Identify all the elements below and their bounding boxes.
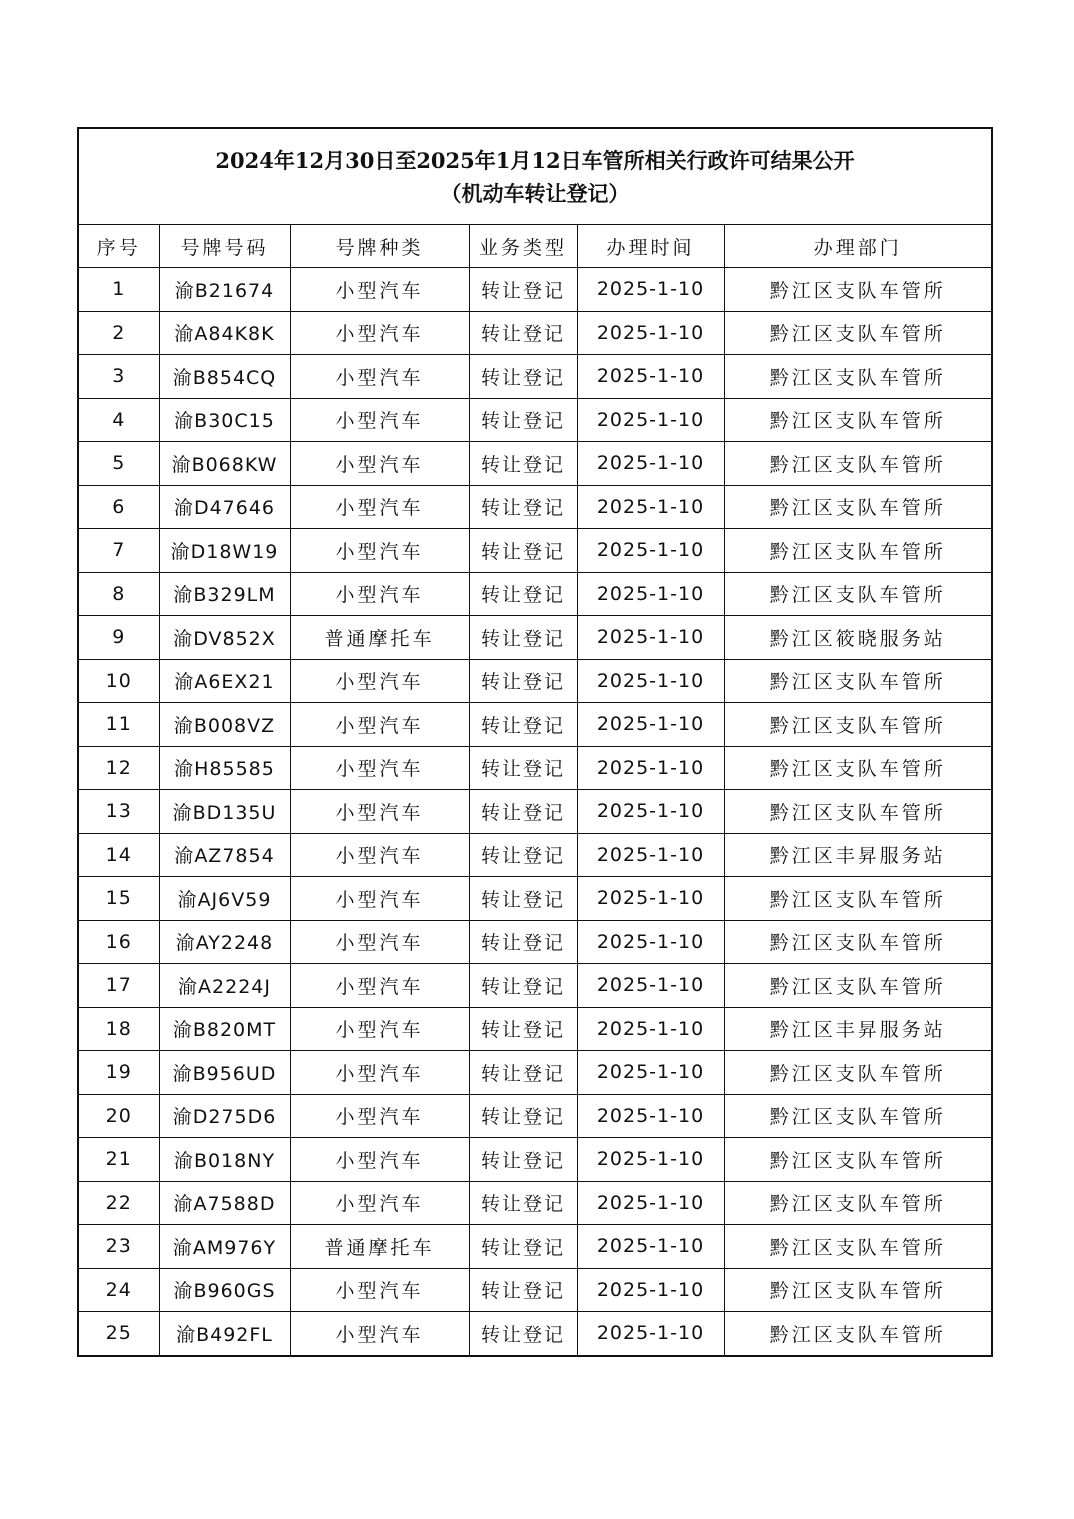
plate-number-cell: 渝AY2248 [159, 920, 290, 964]
header-department: 办理部门 [724, 225, 992, 268]
table-row [78, 529, 992, 573]
row-index-cell: 21 [78, 1138, 159, 1182]
business-type-cell: 转让登记 [469, 529, 577, 573]
table-row [78, 572, 992, 616]
plate-type-cell: 小型汽车 [290, 485, 469, 529]
business-type-cell: 转让登记 [469, 616, 577, 660]
handle-date-cell: 2025-1-10 [577, 485, 724, 529]
plate-number-cell: 渝B30C15 [159, 398, 290, 442]
business-type-cell: 转让登记 [469, 746, 577, 790]
plate-type-cell: 小型汽车 [290, 268, 469, 312]
table-row [78, 1051, 992, 1095]
plate-type-cell: 小型汽车 [290, 1007, 469, 1051]
plate-number-cell: 渝B854CQ [159, 355, 290, 399]
department-cell: 黔江区支队车管所 [724, 1138, 992, 1182]
department-cell: 黔江区支队车管所 [724, 1268, 992, 1312]
plate-type-cell: 小型汽车 [290, 659, 469, 703]
handle-date-cell: 2025-1-10 [577, 1268, 724, 1312]
plate-type-cell: 小型汽车 [290, 1312, 469, 1356]
department-cell: 黔江区丰昇服务站 [724, 1007, 992, 1051]
department-cell: 黔江区支队车管所 [724, 1051, 992, 1095]
row-index-cell: 13 [78, 790, 159, 834]
handle-date-cell: 2025-1-10 [577, 268, 724, 312]
business-type-cell: 转让登记 [469, 964, 577, 1008]
plate-type-cell: 小型汽车 [290, 1094, 469, 1138]
plate-number-cell: 渝B21674 [159, 268, 290, 312]
table-row [78, 1312, 992, 1356]
plate-number-cell: 渝B956UD [159, 1051, 290, 1095]
row-index-cell: 22 [78, 1181, 159, 1225]
row-index-cell: 25 [78, 1312, 159, 1356]
table-row [78, 746, 992, 790]
department-cell: 黔江区支队车管所 [724, 659, 992, 703]
plate-type-cell: 小型汽车 [290, 790, 469, 834]
table-row [78, 790, 992, 834]
department-cell: 黔江区支队车管所 [724, 746, 992, 790]
department-cell: 黔江区支队车管所 [724, 485, 992, 529]
row-index-cell: 9 [78, 616, 159, 660]
plate-number-cell: 渝B820MT [159, 1007, 290, 1051]
handle-date-cell: 2025-1-10 [577, 1312, 724, 1356]
row-index-cell: 23 [78, 1225, 159, 1269]
handle-date-cell: 2025-1-10 [577, 572, 724, 616]
table-body [78, 128, 992, 1356]
plate-type-cell: 小型汽车 [290, 529, 469, 573]
business-type-cell: 转让登记 [469, 572, 577, 616]
row-index-cell: 3 [78, 355, 159, 399]
business-type-cell: 转让登记 [469, 1312, 577, 1356]
plate-type-cell: 小型汽车 [290, 572, 469, 616]
table-row [78, 1268, 992, 1312]
table-row [78, 964, 992, 1008]
table-row [78, 268, 992, 312]
header-business-type: 业务类型 [469, 225, 577, 268]
table-row [78, 659, 992, 703]
row-index-cell: 17 [78, 964, 159, 1008]
business-type-cell: 转让登记 [469, 790, 577, 834]
plate-type-cell: 小型汽车 [290, 1181, 469, 1225]
department-cell: 黔江区支队车管所 [724, 1181, 992, 1225]
business-type-cell: 转让登记 [469, 1181, 577, 1225]
department-cell: 黔江区支队车管所 [724, 355, 992, 399]
handle-date-cell: 2025-1-10 [577, 1051, 724, 1095]
table-row [78, 920, 992, 964]
plate-number-cell: 渝AZ7854 [159, 833, 290, 877]
handle-date-cell: 2025-1-10 [577, 355, 724, 399]
table-row [78, 1225, 992, 1269]
row-index-cell: 12 [78, 746, 159, 790]
plate-type-cell: 小型汽车 [290, 833, 469, 877]
plate-number-cell: 渝DV852X [159, 616, 290, 660]
handle-date-cell: 2025-1-10 [577, 920, 724, 964]
department-cell: 黔江区支队车管所 [724, 572, 992, 616]
handle-date-cell: 2025-1-10 [577, 442, 724, 486]
business-type-cell: 转让登记 [469, 355, 577, 399]
handle-date-cell: 2025-1-10 [577, 529, 724, 573]
table-row [78, 442, 992, 486]
row-index-cell: 16 [78, 920, 159, 964]
business-type-cell: 转让登记 [469, 703, 577, 747]
table-row [78, 311, 992, 355]
table-row [78, 1138, 992, 1182]
business-type-cell: 转让登记 [469, 1051, 577, 1095]
row-index-cell: 10 [78, 659, 159, 703]
plate-type-cell: 小型汽车 [290, 442, 469, 486]
plate-type-cell: 普通摩托车 [290, 616, 469, 660]
plate-type-cell: 小型汽车 [290, 703, 469, 747]
row-index-cell: 1 [78, 268, 159, 312]
table-row [78, 1094, 992, 1138]
handle-date-cell: 2025-1-10 [577, 1094, 724, 1138]
business-type-cell: 转让登记 [469, 1268, 577, 1312]
row-index-cell: 4 [78, 398, 159, 442]
business-type-cell: 转让登记 [469, 398, 577, 442]
header-index: 序号 [78, 225, 159, 268]
table-row [78, 355, 992, 399]
department-cell: 黔江区支队车管所 [724, 529, 992, 573]
plate-number-cell: 渝D275D6 [159, 1094, 290, 1138]
plate-number-cell: 渝AM976Y [159, 1225, 290, 1269]
department-cell: 黔江区支队车管所 [724, 398, 992, 442]
handle-date-cell: 2025-1-10 [577, 1138, 724, 1182]
registration-table [77, 127, 993, 1357]
row-index-cell: 19 [78, 1051, 159, 1095]
plate-number-cell: 渝D47646 [159, 485, 290, 529]
business-type-cell: 转让登记 [469, 442, 577, 486]
department-cell: 黔江区筱晓服务站 [724, 616, 992, 660]
plate-number-cell: 渝H85585 [159, 746, 290, 790]
department-cell: 黔江区支队车管所 [724, 268, 992, 312]
department-cell: 黔江区支队车管所 [724, 1094, 992, 1138]
table-row [78, 398, 992, 442]
plate-number-cell: 渝BD135U [159, 790, 290, 834]
plate-type-cell: 小型汽车 [290, 1138, 469, 1182]
department-cell: 黔江区支队车管所 [724, 790, 992, 834]
plate-number-cell: 渝B492FL [159, 1312, 290, 1356]
plate-type-cell: 小型汽车 [290, 311, 469, 355]
handle-date-cell: 2025-1-10 [577, 659, 724, 703]
handle-date-cell: 2025-1-10 [577, 311, 724, 355]
handle-date-cell: 2025-1-10 [577, 703, 724, 747]
department-cell: 黔江区支队车管所 [724, 964, 992, 1008]
department-cell: 黔江区支队车管所 [724, 703, 992, 747]
header-plate-number: 号牌号码 [159, 225, 290, 268]
business-type-cell: 转让登记 [469, 877, 577, 921]
department-cell: 黔江区支队车管所 [724, 1312, 992, 1356]
table-row [78, 485, 992, 529]
row-index-cell: 8 [78, 572, 159, 616]
header-plate-type: 号牌种类 [290, 225, 469, 268]
header-row [78, 225, 992, 268]
plate-number-cell: 渝B018NY [159, 1138, 290, 1182]
plate-number-cell: 渝A84K8K [159, 311, 290, 355]
business-type-cell: 转让登记 [469, 268, 577, 312]
business-type-cell: 转让登记 [469, 1225, 577, 1269]
department-cell: 黔江区支队车管所 [724, 311, 992, 355]
plate-number-cell: 渝B960GS [159, 1268, 290, 1312]
row-index-cell: 7 [78, 529, 159, 573]
business-type-cell: 转让登记 [469, 1007, 577, 1051]
plate-number-cell: 渝B329LM [159, 572, 290, 616]
title-row [78, 128, 992, 225]
table-row [78, 1007, 992, 1051]
row-index-cell: 2 [78, 311, 159, 355]
row-index-cell: 11 [78, 703, 159, 747]
handle-date-cell: 2025-1-10 [577, 746, 724, 790]
plate-number-cell: 渝B008VZ [159, 703, 290, 747]
plate-type-cell: 小型汽车 [290, 920, 469, 964]
row-index-cell: 18 [78, 1007, 159, 1051]
handle-date-cell: 2025-1-10 [577, 1225, 724, 1269]
business-type-cell: 转让登记 [469, 485, 577, 529]
plate-type-cell: 普通摩托车 [290, 1225, 469, 1269]
row-index-cell: 20 [78, 1094, 159, 1138]
plate-type-cell: 小型汽车 [290, 877, 469, 921]
business-type-cell: 转让登记 [469, 659, 577, 703]
handle-date-cell: 2025-1-10 [577, 790, 724, 834]
plate-type-cell: 小型汽车 [290, 1268, 469, 1312]
department-cell: 黔江区支队车管所 [724, 442, 992, 486]
plate-number-cell: 渝A7588D [159, 1181, 290, 1225]
department-cell: 黔江区支队车管所 [724, 920, 992, 964]
handle-date-cell: 2025-1-10 [577, 833, 724, 877]
business-type-cell: 转让登记 [469, 920, 577, 964]
handle-date-cell: 2025-1-10 [577, 964, 724, 1008]
row-index-cell: 14 [78, 833, 159, 877]
plate-type-cell: 小型汽车 [290, 398, 469, 442]
row-index-cell: 24 [78, 1268, 159, 1312]
row-index-cell: 15 [78, 877, 159, 921]
handle-date-cell: 2025-1-10 [577, 877, 724, 921]
business-type-cell: 转让登记 [469, 1094, 577, 1138]
table-row [78, 877, 992, 921]
business-type-cell: 转让登记 [469, 833, 577, 877]
handle-date-cell: 2025-1-10 [577, 1007, 724, 1051]
plate-type-cell: 小型汽车 [290, 1051, 469, 1095]
table-row [78, 1181, 992, 1225]
handle-date-cell: 2025-1-10 [577, 616, 724, 660]
plate-number-cell: 渝AJ6V59 [159, 877, 290, 921]
document-title [78, 128, 992, 225]
title-line-1: 2024年12月30日至2025年1月12日车管所相关行政许可结果公开 [215, 147, 855, 173]
plate-number-cell: 渝D18W19 [159, 529, 290, 573]
table-row [78, 703, 992, 747]
business-type-cell: 转让登记 [469, 311, 577, 355]
plate-type-cell: 小型汽车 [290, 964, 469, 1008]
department-cell: 黔江区支队车管所 [724, 877, 992, 921]
table-row [78, 833, 992, 877]
department-cell: 黔江区支队车管所 [724, 1225, 992, 1269]
handle-date-cell: 2025-1-10 [577, 1181, 724, 1225]
table-row [78, 616, 992, 660]
plate-type-cell: 小型汽车 [290, 355, 469, 399]
plate-type-cell: 小型汽车 [290, 746, 469, 790]
title-line-2: （机动车转让登记） [440, 180, 630, 206]
plate-number-cell: 渝B068KW [159, 442, 290, 486]
plate-number-cell: 渝A2224J [159, 964, 290, 1008]
business-type-cell: 转让登记 [469, 1138, 577, 1182]
row-index-cell: 6 [78, 485, 159, 529]
handle-date-cell: 2025-1-10 [577, 398, 724, 442]
department-cell: 黔江区丰昇服务站 [724, 833, 992, 877]
header-date: 办理时间 [577, 225, 724, 268]
plate-number-cell: 渝A6EX21 [159, 659, 290, 703]
row-index-cell: 5 [78, 442, 159, 486]
